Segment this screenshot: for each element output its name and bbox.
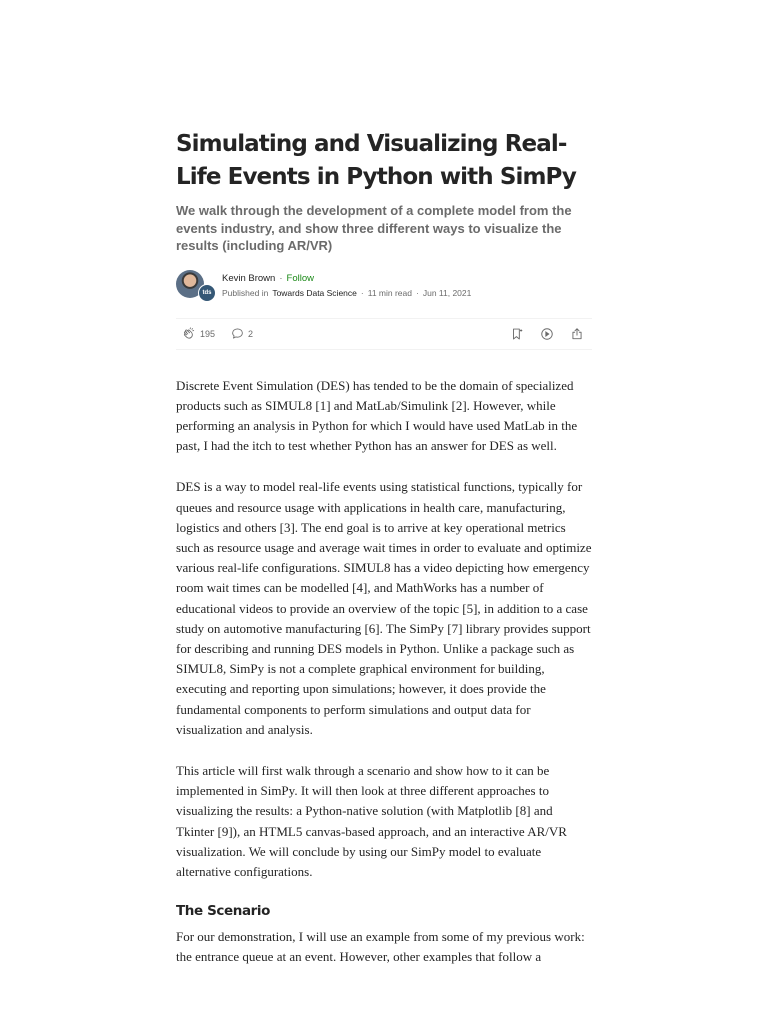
clap-button[interactable] — [182, 327, 215, 341]
listen-button[interactable] — [540, 327, 554, 341]
share-button[interactable] — [570, 327, 584, 341]
share-icon — [570, 327, 584, 341]
body-paragraph: This article will first walk through a scenario and show how to it can be implemented in SimPy. It will then look at three different approaches to visualizing the results: a Python-native solution (with Matplotlib [8] and Tkinter [9]), an HTML5 canvas-based approach, and an interactive AR/VR visualization. We will conclude by using our SimPy model to evaluate alternative configurations. — [176, 762, 567, 879]
author-meta — [222, 273, 471, 298]
bookmark-add-icon — [510, 327, 524, 341]
avatar-group[interactable] — [176, 270, 214, 302]
comment-icon — [231, 327, 244, 340]
publish-date: Jun 11, 2021 — [422, 288, 472, 298]
body-paragraph: DES is a way to model real-life events using statistical functions, typically for queues and resource usage with applications in health care, manufacturing, logistics and others [3]. The end goal is to arrive at key operational metrics such as resource usage and average wait times in order to evaluate and optimize various real-life configurations. SIMUL8 has a video depicting how emergency room wait times can be modelled [4], and MathWorks has a number of educational videos to provide an overview of the topic [5], in addition to a case study on automotive manufacturing [6]. The SimPy [7] library provides support for describing and running DES models in Python. Unlike a package such as SIMUL8, SimPy is not a complete graphical environment for building, executing and reporting upon simulations; however, it does provide the fundamental components to perform simulations and output data for visualization and analysis. — [176, 479, 592, 737]
body-paragraph: For our demonstration, I will use an example from some of my previous work: the entrance queue at an event. However, other examples that follow a — [176, 929, 585, 965]
clap-icon — [182, 327, 196, 341]
read-time: 11 min read — [367, 288, 412, 298]
author-name[interactable]: Kevin Brown — [222, 273, 276, 284]
play-icon — [540, 327, 554, 341]
body-paragraph: Discrete Event Simulation (DES) has tended to be the domain of specialized products such as SIMUL8 [1] and MatLab/Simulink [2]. However, while performing an analysis in Python for which I would have used MatLab in the past, I had the itch to test whether Python has an answer for DES as well. — [176, 377, 578, 454]
responses-button[interactable] — [231, 327, 253, 340]
clap-count: 195 — [200, 328, 216, 339]
article-title: Simulating and Visualizing Real-Life Events in Python with SimPy — [176, 131, 577, 190]
separator-dot: · — [360, 288, 364, 298]
article — [176, 128, 592, 989]
section-heading: The Scenario — [176, 903, 271, 920]
author-row — [176, 270, 592, 302]
bookmark-button[interactable] — [510, 327, 524, 341]
publication-link[interactable]: Towards Data Science — [272, 288, 357, 298]
action-bar — [176, 318, 592, 350]
article-subtitle: We walk through the development of a complete model from the events industry, and show three different ways to visualize the results (including AR/VR) — [176, 203, 572, 253]
publication-badge[interactable]: tds — [198, 284, 216, 302]
separator-dot: · — [416, 288, 419, 298]
published-in-label: Published in — [222, 288, 269, 298]
separator-dot: · — [279, 273, 283, 284]
responses-count: 2 — [248, 328, 254, 339]
follow-button[interactable]: Follow — [286, 273, 314, 284]
article-body — [176, 376, 592, 968]
